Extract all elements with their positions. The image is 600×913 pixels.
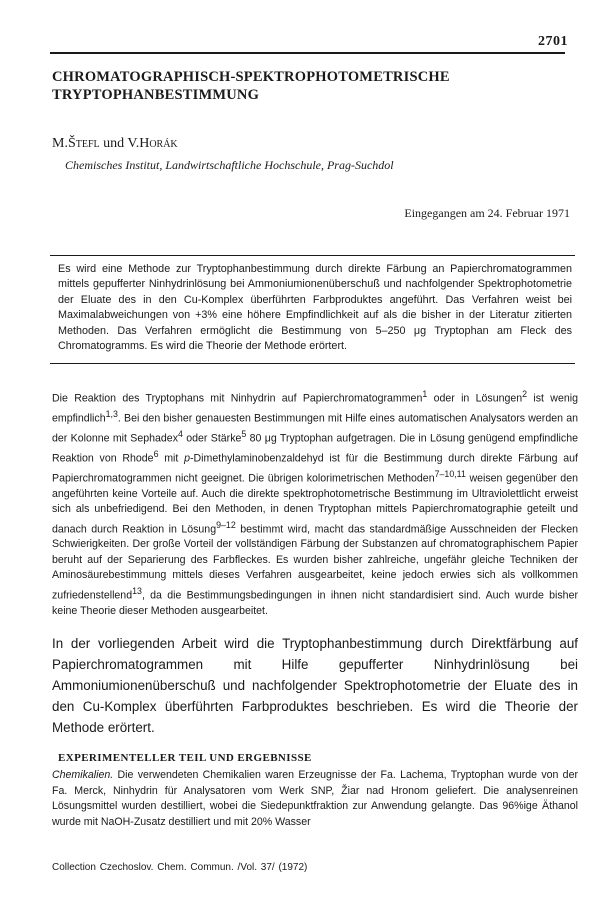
intro-text: bestimmt wird, macht das standardmäßige Ausschneiden der Flecken Schwierigkeiten. Der große Vorteil der vollständigen Färbung der Substanzen auf chromatographischem Papier beruht auf der Separierung des Farbfleckes. Es wurden bisher zahlreiche, ungefähr gleiche Techniken der Aminosäurebestimmung mittels dieses Verfahren ausgearbeitet, keine jedoch erwies sich als vollkommen zufriedenstellend [52,523,578,602]
reference-mark: 9–12 [216,519,236,530]
intro-text: , da die Bestimmungsbedingungen in ihnen nicht standardisiert sind. Auch wurde bisher keine Theorie dieser Methoden ausgearbeitet. [52,589,578,617]
paragraph-lead: Chemikalien. [52,769,114,781]
reference-mark: 6 [153,448,159,459]
title-line-2: TRYPTOPHANBESTIMMUNG [52,87,260,103]
abstract-rule-bottom [50,363,575,364]
title-line-1: CHROMATOGRAPHISCH-SPEKTROPHOTOMETRISCHE [52,69,450,85]
author-affiliation: Chemisches Institut, Landwirtschaftliche Hochschule, Prag-Suchdol [65,158,394,172]
author-1-surname: Štefl [67,136,100,151]
intro-text: . Bei den bisher genauesten Bestimmungen mit Hilfe eines automatischen Analysators werden an der Kolonne mit Sephadex [52,412,578,445]
page-number: 2701 [538,34,568,49]
intro-text: 80 μg Tryptophan aufgetragen. Die in Lösung genügend empfindliche Reaktion von Rhode [52,432,578,465]
header-rule [50,52,565,54]
intro-text: oder in Lösungen [427,392,523,405]
abstract: Es wird eine Methode zur Tryptophanbestimmung durch direkte Färbung an Papierchromatogrammen mittels gepufferter Ninhydrinlösung bei Ammoniumionenüberschuß und nachfolgender Spektrophotometrie der Eluate des in den Cu-Komplex überführten Farbproduktes angeführt. Das Verfahren weist bei Maximalabweichungen von +3% eine höhere Empfindlichkeit auf als die bisher in der Literatur zitierten Methoden. Das Verfahren ermöglicht die Bestimmung von 5–250 μg Tryptophan am Fleck des Chromatogramms. Es wird die Theorie der Methode erörtert. [58,263,572,353]
abstract-rule-top [50,255,575,256]
article-title [52,68,552,104]
intro-text: mit [158,452,185,465]
author-connector: und [99,136,128,151]
intro-text: oder Stärke [182,432,242,445]
received-date: Eingegangen am 24. Februar 1971 [404,206,570,220]
intro-italic: p [184,452,190,465]
author-2-initial: V. [127,136,140,151]
author-list [52,136,178,152]
section-heading: EXPERIMENTELLER TEIL UND ERGEBNISSE [58,752,312,764]
intro-text: -Dimethylaminobenzaldehyd ist für die Bestimmung durch direkte Färbung auf Papierchromatogrammen nicht geeignet. Die übrigen kolorimetrischen Methoden [52,452,578,485]
reference-mark: 1,3 [105,408,118,419]
author-2-surname: Horák [139,136,178,151]
author-1-initial: M. [52,136,68,151]
reference-mark: 7–10,11 [434,468,466,479]
reference-mark: 1 [422,389,428,399]
reference-mark: 4 [178,428,183,439]
reference-mark: 5 [241,428,247,439]
intro-text: ist wenig empfindlich [52,392,578,425]
reference-mark: 2 [522,389,528,399]
intro-text: Die Reaktion des Tryptophans mit Ninhydrin auf Papierchromatogrammen [52,392,423,405]
chemicals-paragraph [52,768,578,830]
intro-text: weisen gegenüber den angeführten keine Vorteile auf. Auch die direkte spektrophotometrische Bestimmung im Ultraviolettlicht erweist sich als unbefriedigend. Bei den Methoden, in denen Tryptophan mittels Papierchromatographie geteilt und danach durch Reaktion in Lösung [52,472,578,536]
journal-footer: Collection Czechoslov. Chem. Commun. /Vol. 37/ (1972) [52,862,308,873]
aim-paragraph: In der vorliegenden Arbeit wird die Tryptophanbestimmung durch Direktfärbung auf Papierchromatogrammen mit Hilfe gepufferter Ninhydrinlösung bei Ammoniumionenüberschuß und nachfolgender Spektrophotometrie der Eluate des in den Cu-Komplex überführten Farbproduktes beschrieben. Es wird die Theorie der Methode erörtert. [52,636,578,735]
chemicals-text: Die verwendeten Chemikalien waren Erzeugnisse der Fa. Lachema, Tryptophan wurde von der Fa. Merck, Ninhydrin für Analysatoren vom Werk SNP, Žiar nad Hronom geliefert. Die analysenreinen Lösungsmittel wurden destilliert, wobei die Siedepunktfraktion zur Anwendung gelangte. Das 96%ige Äthanol wurde mit NaOH-Zusatz destilliert und mit 20% Wasser [52,769,578,828]
reference-mark: 13 [132,585,142,596]
introduction-paragraph [52,387,578,619]
